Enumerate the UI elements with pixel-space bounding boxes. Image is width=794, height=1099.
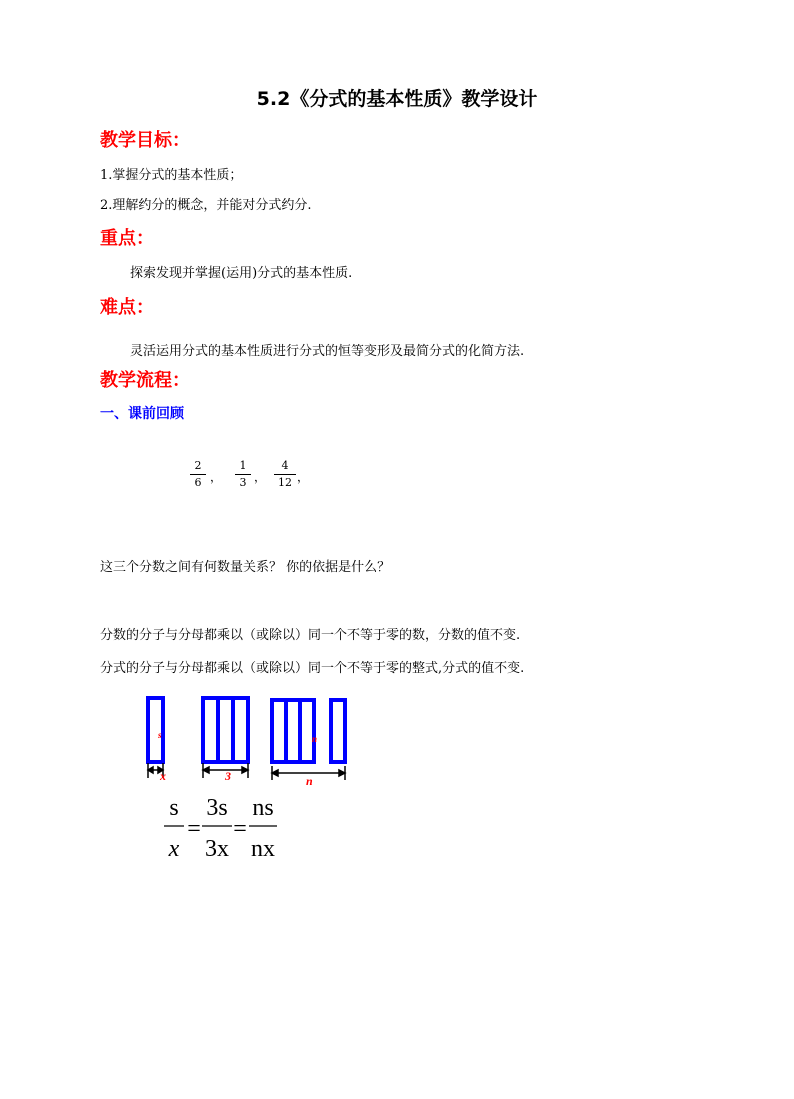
rect-n-3	[300, 700, 314, 762]
goal-item-1: 1.掌握分式的基本性质；	[100, 168, 243, 183]
goal-item-2: 2.理解约分的概念，并能对分式约分.	[100, 198, 312, 213]
fraction-4-12	[274, 459, 296, 490]
property-number-text: 分数的分子与分母都乘以（或除以）同一个不等于零的数，分数的值不变.	[100, 628, 521, 643]
fraction-denominator: 3	[239, 476, 247, 489]
fraction-bar	[274, 474, 296, 475]
difficulty-text: 灵活运用分式的基本性质进行分式的恒等变形及最简分式的化简方法.	[130, 344, 525, 359]
fraction-denominator: 6	[194, 476, 202, 489]
separator-comma: ，	[210, 470, 223, 484]
eq-sign-2: =	[233, 816, 247, 842]
rectangle-diagram	[140, 690, 360, 790]
rect-triple-3	[233, 698, 248, 762]
question-text: 这三个分数之间有何数量关系？ 你的依据是什么？	[100, 560, 391, 575]
label-x: x	[160, 769, 166, 783]
key-point-text: 探索发现并掌握(运用)分式的基本性质.	[130, 266, 353, 281]
eq-f3-den: nx	[251, 836, 275, 862]
difficulty-heading: 难点：	[100, 297, 154, 318]
key-point-heading: 重点：	[100, 228, 154, 249]
fraction-numerator: 2	[194, 459, 202, 472]
process-heading: 教学流程：	[100, 370, 190, 391]
fraction-bar	[190, 474, 206, 475]
rect-n-1	[272, 700, 286, 762]
fraction-numerator: 1	[239, 459, 247, 472]
fraction-denominator: 12	[278, 476, 292, 489]
eq-f1-num: s	[169, 795, 179, 821]
rect-triple-1	[203, 698, 218, 762]
eq-f3-num: ns	[252, 795, 274, 821]
fraction-equation	[160, 788, 290, 868]
page-title: 5.2《分式的基本性质》教学设计	[256, 88, 538, 110]
goals-heading: 教学目标：	[100, 130, 190, 151]
eq-f1-den: x	[168, 836, 180, 862]
eq-f2-num: 3s	[206, 795, 228, 821]
fraction-1-3	[235, 459, 251, 490]
fraction-numerator: 4	[281, 459, 289, 472]
process-subheading: 一、课前回顾	[100, 406, 184, 422]
rect-triple-2	[218, 698, 233, 762]
fraction-bar	[235, 474, 251, 475]
fraction-2-6	[190, 459, 206, 490]
label-s: s	[158, 730, 162, 740]
separator-comma: ，	[254, 470, 267, 484]
property-fraction-text: 分式的分子与分母都乘以（或除以）同一个不等于零的整式,分式的值不变.	[100, 661, 525, 676]
label-n-inner: n	[312, 734, 318, 744]
separator-comma: ，	[297, 470, 310, 484]
rect-n-2	[286, 700, 300, 762]
rect-n-4	[331, 700, 345, 762]
eq-f2-den: 3x	[205, 836, 229, 862]
eq-sign-1: =	[187, 816, 201, 842]
label-3: 3	[225, 769, 231, 783]
label-n: n	[306, 774, 313, 788]
